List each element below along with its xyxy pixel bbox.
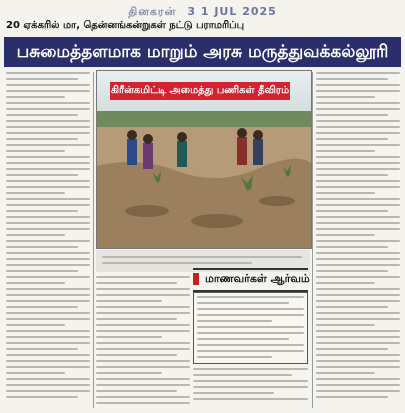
column-rule [93,72,94,408]
middle-right-column-text [193,368,308,408]
subhead-label: மாணவர்கள் ஆர்வம் [205,272,310,285]
boxed-text [193,292,308,364]
column-rule [312,72,313,408]
left-column-text [6,72,90,408]
right-column-text [316,72,400,408]
newspaper-masthead [0,0,405,18]
article-kicker: 20 ஏக்கரில் மா, தென்னங்கன்றுகள் நட்டு பராமரிப்பு [6,20,245,31]
masthead-name: தினகரன் [128,5,177,18]
middle-column-text [96,276,190,408]
subhead-marker [193,273,199,285]
photo-tag: கிரீன்கமிட்டி அமைத்து பணிகள் தீவிரம் [110,82,290,100]
article-headline: பசுமைத்தளமாக மாறும் அரசு மருத்துவக்கல்லூரி [4,37,401,67]
subhead-box [193,268,308,292]
masthead-date: 3 1 JUL 2025 [187,5,277,18]
